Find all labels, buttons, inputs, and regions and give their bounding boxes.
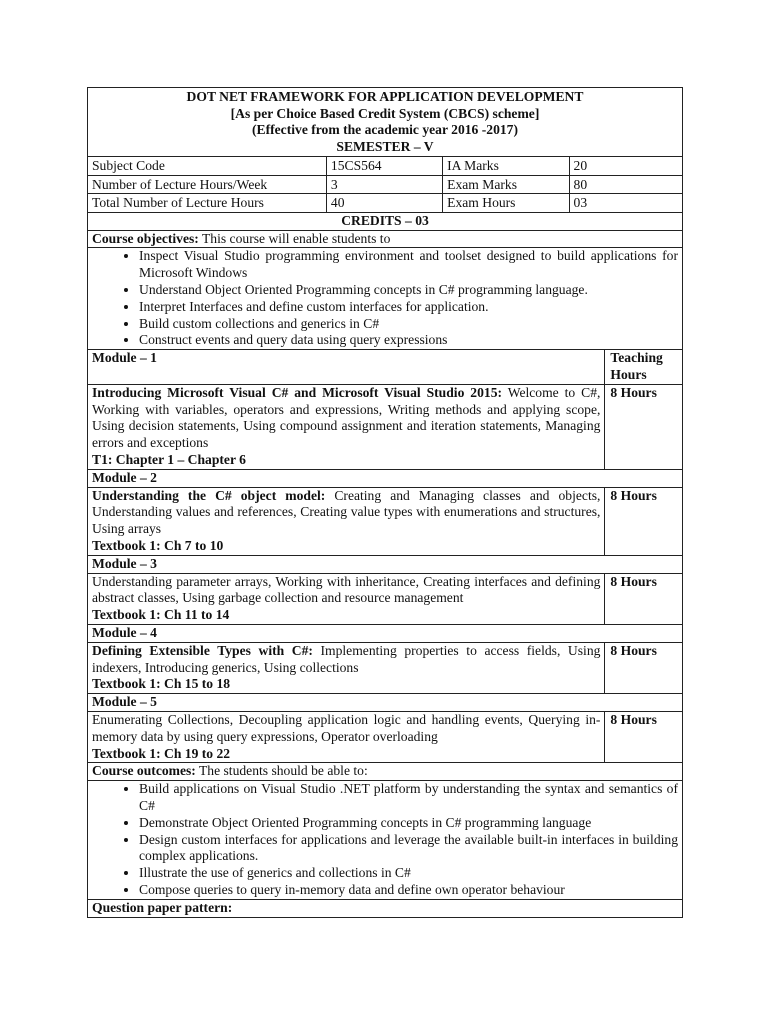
list-item: • Construct events and query data using query expressions: [139, 332, 678, 349]
module-content-row: [88, 487, 683, 555]
info-value: 03: [569, 194, 682, 213]
list-item: • Inspect Visual Studio programming environment and toolset designed to build applications for Microsoft Windows: [139, 248, 678, 282]
module-hours: 8 Hours: [605, 642, 683, 693]
question-paper-row: [88, 899, 683, 917]
module-content-row: [88, 642, 683, 693]
module-hours: 8 Hours: [605, 573, 683, 624]
module-lead: Defining Extensible Types with C#:: [92, 642, 313, 658]
module-heading: Module – 3: [88, 555, 683, 573]
info-label: IA Marks: [443, 157, 569, 176]
info-value: 40: [326, 194, 442, 213]
info-row: [88, 194, 683, 213]
outcomes-title-row: [88, 763, 683, 781]
module-content-row: [88, 384, 683, 469]
info-value: 20: [569, 157, 682, 176]
course-title: DOT NET FRAMEWORK FOR APPLICATION DEVELOPMENT: [186, 89, 584, 104]
module-heading: Module – 1: [88, 350, 605, 385]
module-heading-row: [88, 350, 683, 385]
module-hours: 8 Hours: [605, 711, 683, 762]
module-reference: Textbook 1: Ch 11 to 14: [92, 607, 230, 623]
module-content: [88, 642, 605, 693]
credits-label: CREDITS – 03: [88, 212, 683, 230]
objectives-title-row: [88, 230, 683, 248]
module-heading-row: [88, 625, 683, 643]
info-label: Exam Marks: [443, 175, 569, 194]
module-content-row: [88, 711, 683, 762]
objectives-label: Course objectives:: [92, 230, 199, 246]
header-row: [88, 88, 683, 157]
module-content-row: [88, 573, 683, 624]
module-topics: Understanding parameter arrays, Working with inheritance, Creating interfaces and defining abstract classes, Using garbage collection and resource management: [92, 573, 601, 606]
objectives-intro-text: This course will enable students to: [198, 230, 391, 246]
module-reference: Textbook 1: Ch 7 to 10: [92, 538, 224, 554]
info-value: 15CS564: [326, 157, 442, 176]
info-row: [88, 157, 683, 176]
list-item: • Build custom collections and generics in C#: [139, 316, 678, 333]
module-topics: Enumerating Collections, Decoupling application logic and handling events, Querying in-memory data by using query expressions, Operator overloading: [92, 711, 601, 744]
outcomes-label: Course outcomes:: [92, 763, 196, 779]
teaching-hours-header: Teaching Hours: [605, 350, 683, 385]
outcomes-intro: [88, 763, 683, 781]
module-heading: Module – 4: [88, 625, 683, 643]
module-hours: 8 Hours: [605, 487, 683, 555]
info-row: [88, 175, 683, 194]
list-item: • Build applications on Visual Studio .NET platform by understanding the syntax and semantics of C#: [139, 781, 678, 815]
module-heading-row: [88, 555, 683, 573]
module-reference: Textbook 1: Ch 19 to 22: [92, 745, 231, 761]
module-topics: Creating and Managing classes and objects, Understanding values and references, Creating value types with enumerations and structures, Using arrays: [92, 487, 601, 537]
module-heading-row: [88, 469, 683, 487]
list-item: • Understand Object Oriented Programming concepts in C# programming language.: [139, 282, 678, 299]
outcomes-intro-text: The students should be able to:: [195, 763, 368, 779]
list-item: • Compose queries to query in-memory data and define own operator behaviour: [139, 882, 678, 899]
credits-row: [88, 212, 683, 230]
list-item: • Interpret Interfaces and define custom interfaces for application.: [139, 299, 678, 316]
list-item: • Illustrate the use of generics and collections in C#: [139, 865, 678, 882]
outcomes-list: [92, 781, 678, 899]
module-content: [88, 573, 605, 624]
objectives-cell: [88, 248, 683, 350]
module-heading: Module – 5: [88, 694, 683, 712]
info-label: Subject Code: [88, 157, 327, 176]
list-item: • Design custom interfaces for applications and leverage the available built-in interfaces in building complex applications.: [139, 832, 678, 866]
objectives-list: [92, 248, 678, 349]
module-topics: Implementing properties to access fields, Using indexers, Introducing generics, Using collections: [92, 642, 601, 675]
info-value: 80: [569, 175, 682, 194]
module-hours: 8 Hours: [605, 384, 683, 469]
effective-year: (Effective from the academic year 2016 -2017): [252, 122, 518, 138]
info-label: Number of Lecture Hours/Week: [88, 175, 327, 194]
module-content: [88, 384, 605, 469]
list-item: • Demonstrate Object Oriented Programming concepts in C# programming language: [139, 815, 678, 832]
module-reference: Textbook 1: Ch 15 to 18: [92, 676, 231, 692]
objectives-intro: [88, 230, 683, 248]
module-heading-row: [88, 694, 683, 712]
outcomes-cell: [88, 781, 683, 900]
module-topics: Welcome to C#, Working with variables, operators and expressions, Writing methods and applying scope, Using decision statements, Using compound assignment and iteration statements, Managing errors and exceptions: [92, 384, 601, 451]
module-content: [88, 711, 605, 762]
module-lead: Introducing Microsoft Visual C# and Microsoft Visual Studio 2015:: [92, 384, 503, 400]
objectives-list-row: [88, 248, 683, 350]
module-lead: Understanding the C# object model:: [92, 487, 326, 503]
outcomes-list-row: [88, 781, 683, 900]
syllabus-table: [87, 87, 683, 918]
module-content: [88, 487, 605, 555]
info-label: Total Number of Lecture Hours: [88, 194, 327, 213]
info-label: Exam Hours: [443, 194, 569, 213]
module-reference: T1: Chapter 1 – Chapter 6: [92, 452, 246, 468]
info-value: 3: [326, 175, 442, 194]
module-heading: Module – 2: [88, 469, 683, 487]
question-paper-label: Question paper pattern:: [88, 899, 683, 917]
semester-label: SEMESTER – V: [336, 138, 434, 154]
scheme-line: [As per Choice Based Credit System (CBCS) scheme]: [230, 105, 540, 121]
course-header: [88, 88, 683, 157]
